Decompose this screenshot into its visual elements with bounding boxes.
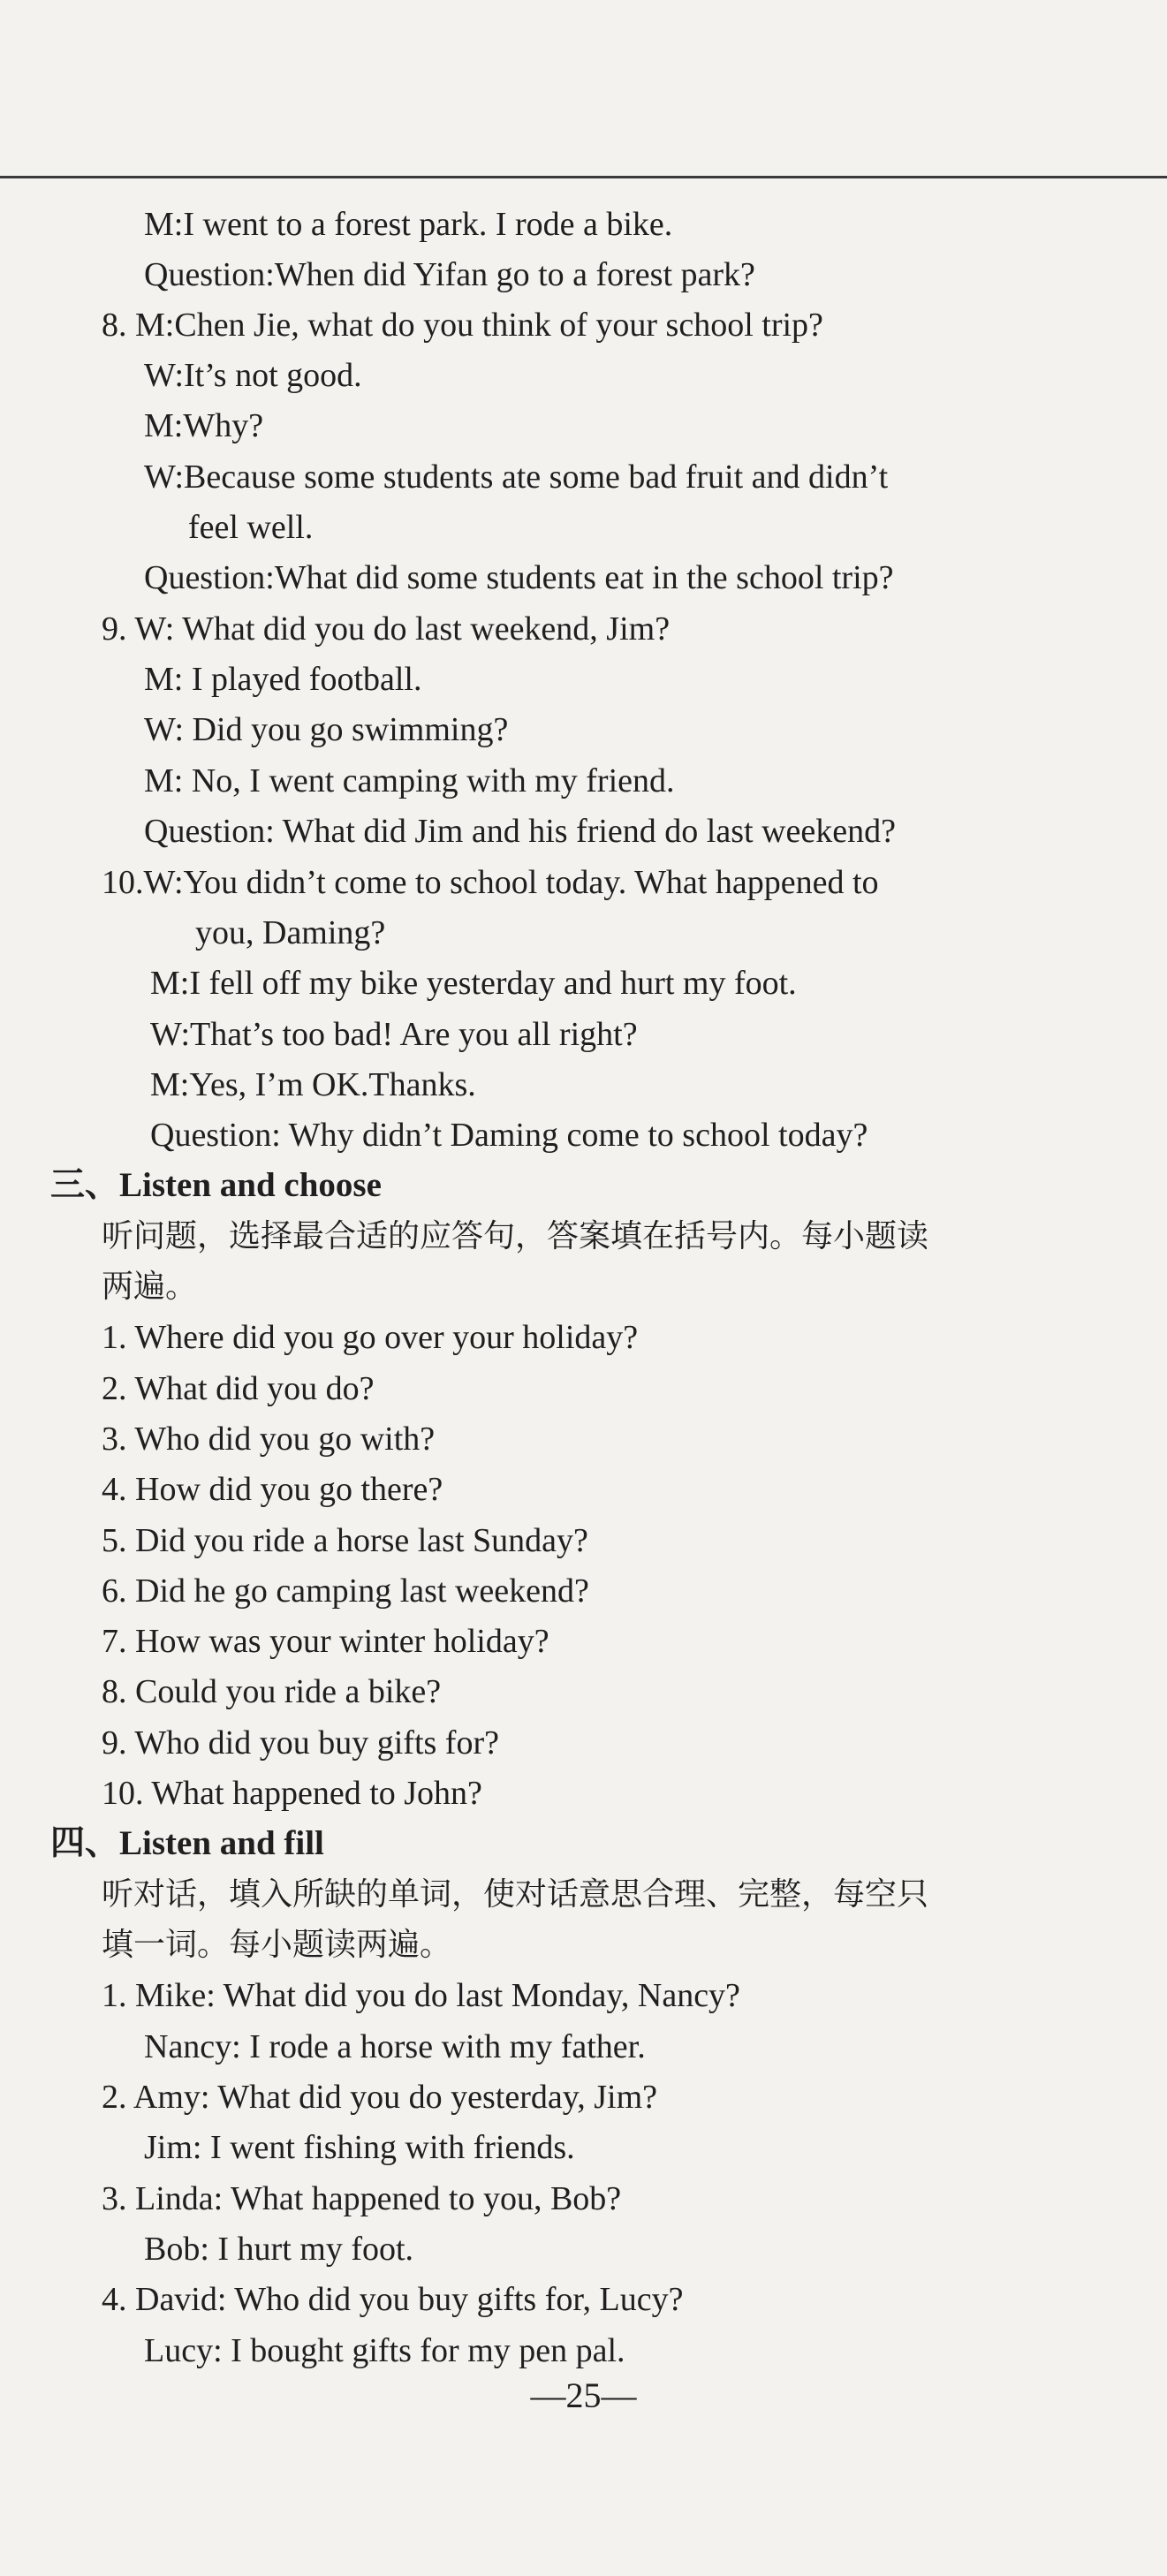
section-heading-listen-and-fill: 四、Listen and fill [50, 1824, 324, 1862]
script-line: M: No, I went camping with my friend. [144, 762, 675, 799]
dialogue-line: 1. Mike: What did you do last Monday, Nancy? [102, 1977, 740, 2014]
script-line: M:I fell off my bike yesterday and hurt my foot. [150, 965, 797, 1002]
question-item: 10. What happened to John? [102, 1775, 482, 1812]
script-line: M:Yes, I’m OK.Thanks. [150, 1066, 476, 1103]
script-line: W:That’s too bad! Are you all right? [150, 1016, 638, 1053]
section-instruction: 听对话，填入所缺的单词，使对话意思合理、完整，每空只 [102, 1876, 929, 1913]
question-item: 5. Did you ride a horse last Sunday? [102, 1522, 588, 1559]
dialogue-line: Jim: I went fishing with friends. [144, 2129, 575, 2166]
dialogue-line: Bob: I hurt my foot. [144, 2231, 414, 2268]
script-line: Question: Why didn’t Daming come to school today? [150, 1117, 868, 1154]
page-number: —25— [530, 2375, 637, 2415]
section-instruction: 听问题，选择最合适的应答句，答案填在括号内。每小题读 [102, 1218, 929, 1254]
section-heading-listen-and-choose: 三、Listen and choose [50, 1166, 382, 1204]
dialogue-line: 2. Amy: What did you do yesterday, Jim? [102, 2079, 658, 2116]
script-line: W:Because some students ate some bad fruit and didn’t [144, 458, 889, 496]
script-line: Question:What did some students eat in the school trip? [144, 559, 894, 596]
script-line: 8. M:Chen Jie, what do you think of your school trip? [102, 307, 823, 344]
header-rule [0, 176, 1167, 178]
question-item: 6. Did he go camping last weekend? [102, 1572, 589, 1610]
question-item: 2. What did you do? [102, 1370, 375, 1407]
question-item: 8. Could you ride a bike? [102, 1673, 442, 1710]
question-item: 9. Who did you buy gifts for? [102, 1724, 499, 1762]
script-line: 10.W:You didn’t come to school today. What happened to [102, 864, 879, 901]
script-line: Question:When did Yifan go to a forest park? [144, 256, 755, 293]
question-item: 1. Where did you go over your holiday? [102, 1319, 639, 1356]
script-line: feel well. [188, 509, 314, 546]
question-item: 3. Who did you go with? [102, 1421, 436, 1458]
dialogue-line: 3. Linda: What happened to you, Bob? [102, 2180, 622, 2217]
script-line: you, Daming? [195, 914, 386, 951]
question-item: 4. How did you go there? [102, 1471, 443, 1508]
script-line: 9. W: What did you do last weekend, Jim? [102, 610, 671, 648]
script-line: M: I played football. [144, 661, 422, 698]
script-line: M:I went to a forest park. I rode a bike. [144, 206, 673, 243]
dialogue-line: Lucy: I bought gifts for my pen pal. [144, 2332, 625, 2369]
section-instruction: 填一词。每小题读两遍。 [102, 1927, 452, 1963]
dialogue-line: Nancy: I rode a horse with my father. [144, 2028, 646, 2065]
script-line: W: Did you go swimming? [144, 711, 509, 748]
script-line: Question: What did Jim and his friend do last weekend? [144, 813, 896, 850]
question-item: 7. How was your winter holiday? [102, 1623, 549, 1660]
dialogue-line: 4. David: Who did you buy gifts for, Lucy? [102, 2281, 684, 2318]
section-instruction: 两遍。 [102, 1269, 198, 1305]
script-line: W:It’s not good. [144, 357, 362, 394]
script-line: M:Why? [144, 407, 264, 444]
